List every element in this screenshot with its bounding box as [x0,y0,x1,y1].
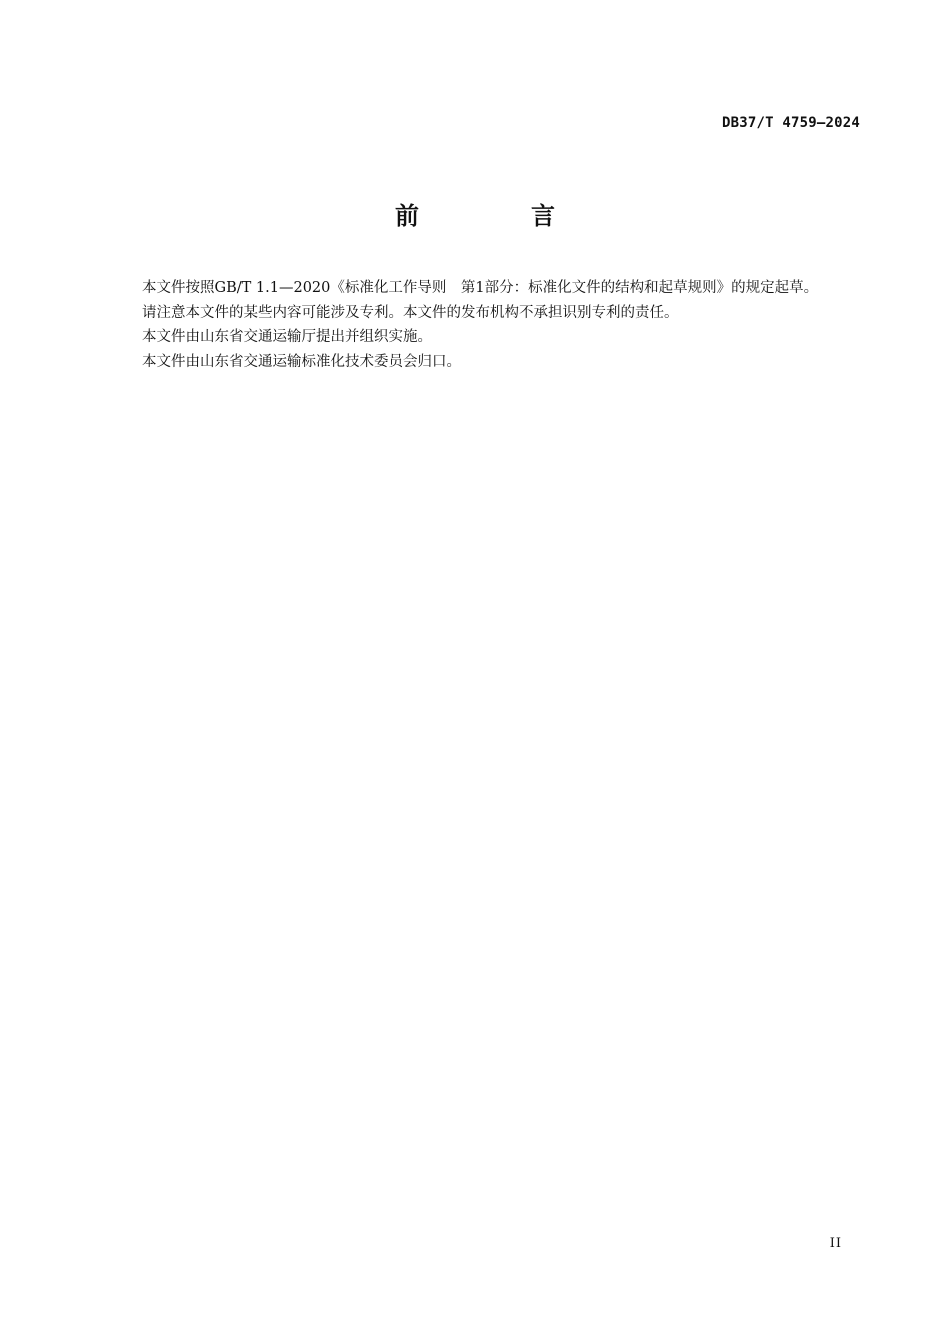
page-number: II [829,1236,842,1251]
foreword-body [113,276,860,374]
paragraph-proposer: 本文件由山东省交通运输厅提出并组织实施。 [142,329,432,345]
paragraph-responsible-committee: 本文件由山东省交通运输标准化技术委员会归口。 [142,353,461,370]
page-title: 前 言 [395,202,599,230]
document-code: DB37/T 4759—2024 [721,115,860,131]
paragraph-drafting-rules: 本文件按照GB/T 1.1—2020《标准化工作导则 第1部分：标准化文件的结构和起草规则》的规定起草。 [142,280,819,296]
paragraph-patent-notice: 请注意本文件的某些内容可能涉及专利。本文件的发布机构不承担识别专利的责任。 [142,304,679,321]
